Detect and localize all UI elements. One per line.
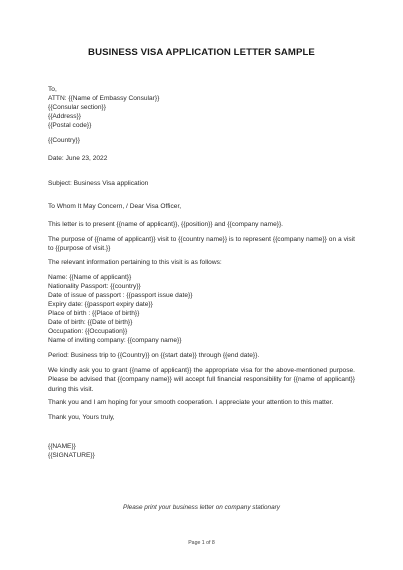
page-title: BUSINESS VISA APPLICATION LETTER SAMPLE: [88, 47, 315, 58]
para-request: We kindly ask you to grant {{name of applicant}} the appropriate visa for the above-mentioned purpose. Please be advised that {{company name}} will accept full financial responsibility for {{name of applicant}} during this visit.: [48, 367, 355, 393]
page-number: Page 1 of 8: [188, 540, 215, 546]
info-place-of-birth: Place of birth : {{Place of birth}}: [48, 310, 140, 317]
info-nationality: Nationality Passport: {{country}}: [48, 283, 141, 290]
address-street: {{Address}}: [48, 113, 81, 120]
salutation: To Whom It May Concern, / Dear Visa Officer,: [48, 203, 182, 210]
address-section: {{Consular section}}: [48, 104, 106, 111]
address-to: To,: [48, 86, 57, 93]
para-info-intro: The relevant information pertaining to this visit is as follows:: [48, 259, 222, 266]
para-thanks: Thank you and I am hoping for your smooth cooperation. I appreciate your attention to this matter.: [48, 399, 334, 406]
footer-note: Please print your business letter on company stationary: [122, 504, 280, 511]
signature-placeholder: {{SIGNATURE}}: [48, 452, 95, 459]
info-date-of-birth: Date of birth: {{Date of birth}}: [48, 319, 133, 326]
address-attn: ATTN: {{Name of Embassy Consular}}: [48, 95, 160, 102]
name-placeholder: {{NAME}}: [48, 443, 76, 450]
address-country: {{Country}}: [48, 137, 80, 144]
info-occupation: Occupation: {{Occupation}}: [48, 328, 128, 335]
closing: Thank you, Yours truly,: [48, 414, 115, 421]
info-name: Name: {{Name of applicant}}: [48, 274, 132, 281]
subject-line: Subject: Business Visa application: [48, 180, 149, 187]
info-company: Name of inviting company: {{company name}}: [48, 337, 182, 344]
address-postal: {{Postal code}}: [48, 122, 92, 129]
period-line: Period: Business trip to {{Country}} on {{start date}} through {{end date}}.: [48, 352, 260, 359]
date-line: Date: June 23, 2022: [48, 155, 108, 162]
para-present: This letter is to present {{name of applicant}}, {{position}} and {{company name}}.: [48, 221, 283, 228]
para-purpose: The purpose of {{name of applicant}} visit to {{country name}} is to represent {{company name}} on a visit to {{purpose of visit.}}: [48, 236, 355, 253]
info-expiry: Expiry date: {{passport expiry date}}: [48, 301, 153, 308]
info-issue-date: Date of issue of passport : {{passport issue date}}: [48, 292, 193, 299]
